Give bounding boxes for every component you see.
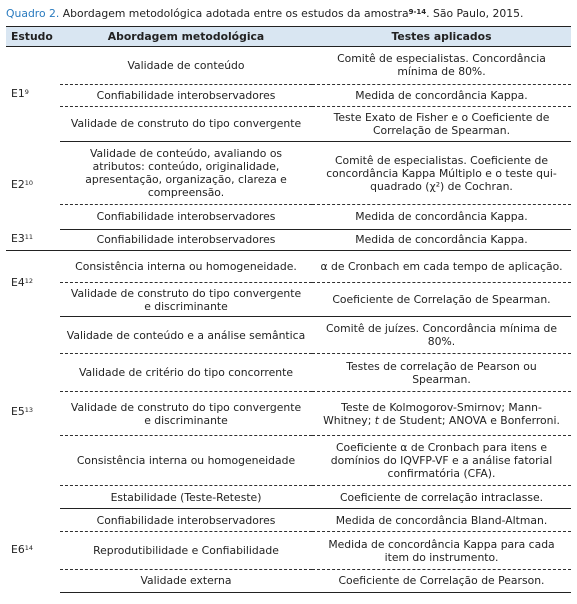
study-ref: 12: [24, 277, 33, 286]
study-cell: [6, 509, 60, 593]
tests-cell: Coeficiente de Correlação de Spearman.: [312, 283, 571, 316]
approach-cell: Estabilidade (Teste-Reteste): [60, 486, 312, 509]
approach-cell: Consistência interna ou homogeneidade.: [60, 250, 312, 282]
table-row: [6, 569, 571, 592]
tests-cell: [312, 392, 571, 436]
study-name: E2: [11, 178, 25, 192]
study-ref: 9: [24, 87, 29, 96]
tests-cell: Coeficiente de Correlação de Pearson.: [312, 569, 571, 592]
table-row: [6, 106, 571, 142]
table-row: [6, 532, 571, 570]
approach-cell: Confiabilidade interobservadores: [60, 509, 312, 532]
study-cell: [6, 230, 60, 251]
table-row: [6, 84, 571, 106]
approach-cell: Validade de construto do tipo convergente: [60, 106, 312, 142]
study-name: E4: [11, 276, 25, 290]
approach-cell: Validade de conteúdo e a análise semântica: [60, 316, 312, 354]
tests-cell: Testes de correlação de Pearson ou Spearman.: [312, 354, 571, 392]
table-row: [6, 204, 571, 229]
approach-cell: Validade de conteúdo: [60, 47, 312, 85]
caption-refs: 9-14: [408, 8, 427, 16]
tests-cell: Comitê de especialistas. Concordância mínima de 80%.: [312, 47, 571, 85]
tests-cell: Coeficiente α de Cronbach para itens e domínios do IQVFP-VF e a análise fatorial confirmatória (CFA).: [312, 436, 571, 486]
tests-cell: Medida de concordância Kappa.: [312, 84, 571, 106]
header-study: Estudo: [6, 27, 60, 47]
methodology-table: [6, 26, 571, 593]
table-row: [6, 283, 571, 316]
tests-cell: Medida de concordância Bland-Altman.: [312, 509, 571, 532]
study-cell: [6, 250, 60, 316]
caption-text: Abordagem metodológica adotada entre os estudos da amostra: [59, 7, 409, 20]
study-cell: [6, 316, 60, 508]
header-tests: Testes aplicados: [312, 27, 571, 47]
tests-text: Teste de Kolmogorov-Smirnov; Mann-Whitney;: [323, 400, 542, 427]
approach-cell: Validade de conteúdo, avaliando os atributos: conteúdo, originalidade, apresentação, organização, clareza e compreensão.: [60, 142, 312, 205]
study-ref: 10: [24, 179, 33, 188]
table-row: [6, 509, 571, 532]
tests-text-italic: t: [374, 413, 379, 427]
tests-cell: Medida de concordância Kappa.: [312, 204, 571, 229]
caption-tail: . São Paulo, 2015.: [426, 7, 524, 20]
table-caption: [6, 6, 571, 23]
approach-cell: Validade de critério do tipo concorrente: [60, 354, 312, 392]
study-name: E1: [11, 86, 25, 100]
study-name: E6: [11, 543, 25, 557]
table-row: [6, 316, 571, 354]
tests-cell: Comitê de especialistas. Coeficiente de concordância Kappa Múltiplo e o teste qui-quadrado (χ²) de Cochran.: [312, 142, 571, 205]
approach-cell: Confiabilidade interobservadores: [60, 204, 312, 229]
study-ref: 11: [24, 233, 33, 242]
table-row: [6, 392, 571, 436]
study-ref: 13: [24, 406, 33, 414]
study-cell: [6, 47, 60, 142]
tests-cell: α de Cronbach em cada tempo de aplicação.: [312, 250, 571, 282]
table-row: [6, 250, 571, 282]
study-cell: [6, 142, 60, 230]
approach-cell: Consistência interna ou homogeneidade: [60, 436, 312, 486]
table-row: [6, 230, 571, 251]
table-row: [6, 486, 571, 509]
approach-cell: Validade de construto do tipo convergente e discriminante: [60, 283, 312, 316]
study-name: E5: [11, 405, 25, 418]
approach-cell: Validade de construto do tipo convergente e discriminante: [60, 392, 312, 436]
table-row: [6, 47, 571, 85]
approach-cell: Validade externa: [60, 569, 312, 592]
approach-cell: Reprodutibilidade e Confiabilidade: [60, 532, 312, 570]
caption-label: Quadro 2.: [6, 7, 60, 20]
tests-cell: Medida de concordância Kappa para cada item do instrumento.: [312, 532, 571, 570]
tests-cell: Coeficiente de correlação intraclasse.: [312, 486, 571, 509]
tests-cell: Comitê de juízes. Concordância mínima de 80%.: [312, 316, 571, 354]
tests-text: de Student; ANOVA e Bonferroni.: [379, 413, 560, 427]
tests-cell: Medida de concordância Kappa.: [312, 230, 571, 251]
study-ref: 14: [24, 544, 33, 553]
header-row: [6, 27, 571, 47]
table-row: [6, 436, 571, 486]
approach-cell: Confiabilidade interobservadores: [60, 230, 312, 251]
table-row: [6, 142, 571, 205]
study-name: E3: [11, 232, 25, 246]
table-row: [6, 354, 571, 392]
header-approach: Abordagem metodológica: [60, 27, 312, 47]
tests-cell: Teste Exato de Fisher e o Coeficiente de Correlação de Spearman.: [312, 106, 571, 142]
approach-cell: Confiabilidade interobservadores: [60, 84, 312, 106]
